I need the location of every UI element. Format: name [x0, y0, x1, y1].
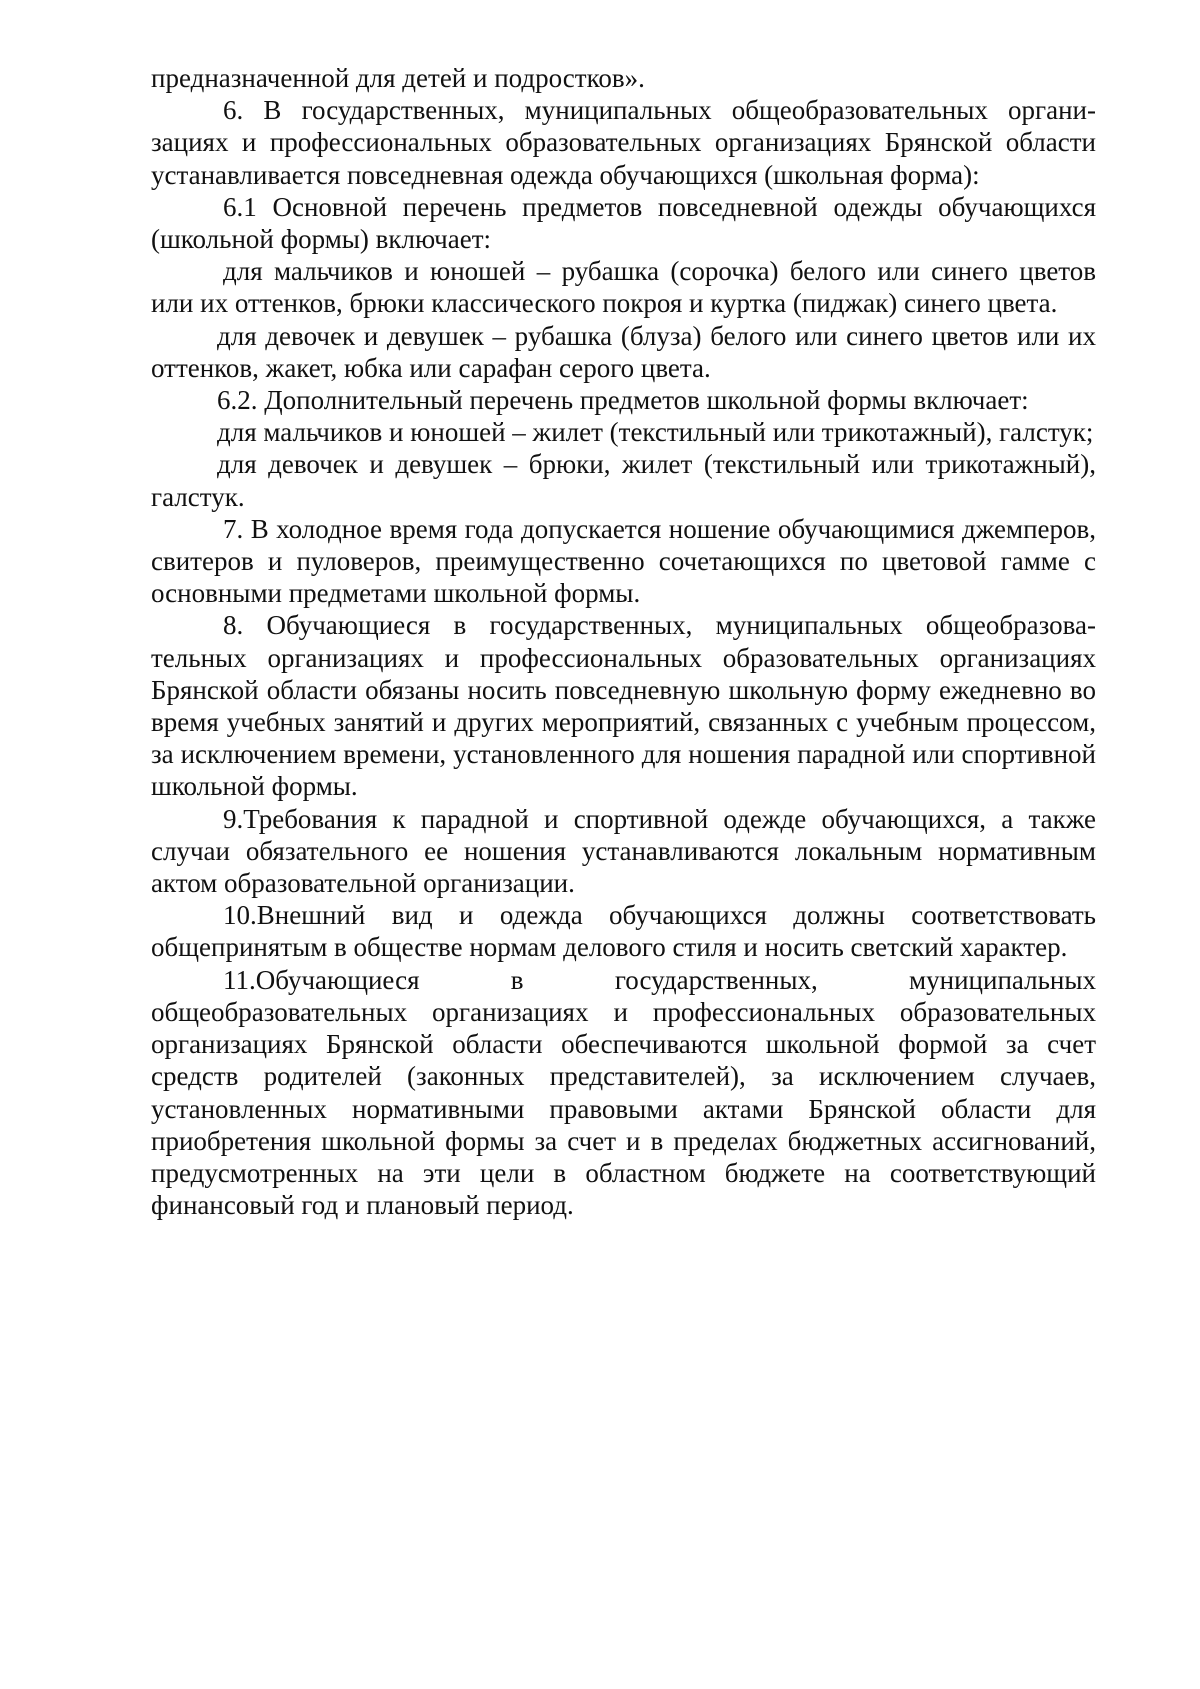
paragraph-girls-additional: для девочек и девушек – брюки, жилет (текстильный или трикотажный), галстук.: [151, 449, 1096, 512]
paragraph-8: 8. Обучающиеся в государственных, муниципальных общеобразовательных организациях и профессиональных образовательных организациях Брянской области обязаны носить повседневную школьную форму ежедневно во время учебных занятий и других мероприятий, связанных с учебным процессом, за исключением времени, установленного для ношения парадной или спортивной школьной формы.: [151, 610, 1096, 802]
paragraph-7: 7. В холодное время года допускается ношение обучающимися джемперов, свитеров и пуловеров, преимущественно сочетающихся по цветовой гамме с основными предметами школьной формы.: [151, 513, 1096, 609]
paragraph-boys-additional: для мальчиков и юношей – жилет (текстильный или трикотажный), галстук;: [217, 417, 1094, 448]
paragraph-girls-uniform: для девочек и девушек – рубашка (блуза) белого или синего цветов или их оттенков, жакет, юбка или сарафан серого цвета.: [151, 320, 1096, 383]
paragraph-9: 9.Требования к парадной и спортивной одежде обучающихся, а также случаи обязательного ее ношения устанавливаются локальным нормативным актом образовательной организации.: [151, 803, 1096, 899]
paragraph-continuation: предназначенной для детей и подростков».: [151, 63, 645, 93]
document-body: [151, 62, 1096, 1221]
paragraph-11: 11.Обучающиеся в государственных, муниципальных общеобразовательных организациях и профессиональных образовательных организациях Брянской области обеспечиваются школьной формой за счет средств родителей (законных представителей), за исключением случаев, установленных нормативными правовыми актами Брянской области для приобретения школьной формы за счет и в пределах бюджетных ассигнований, предусмотренных на эти цели в областном бюджете на соответствующий финансовый год и плановый период.: [151, 964, 1096, 1221]
paragraph-10: 10.Внешний вид и одежда обучающихся должны соответствовать общепринятым в обществе нормам делового стиля и носить светский характер.: [151, 900, 1096, 963]
paragraph-boys-uniform: для мальчиков и юношей – рубашка (сорочка) белого или синего цветов или их оттенков, брюки классического покроя и куртка (пиджак) синего цвета.: [151, 256, 1096, 319]
paragraph-6-1: 6.1 Основной перечень предметов повседневной одежды обучающихся (школьной формы) включает:: [151, 191, 1096, 255]
paragraph-6-2: 6.2. Дополнительный перечень предметов школьной формы включает:: [217, 385, 1029, 416]
paragraph-6: 6. В государственных, муниципальных общеобразовательных организациях и профессиональных образовательных организациях Брянской области устанавливается повседневная одежда обучающихся (школьная форма):: [151, 95, 1096, 190]
